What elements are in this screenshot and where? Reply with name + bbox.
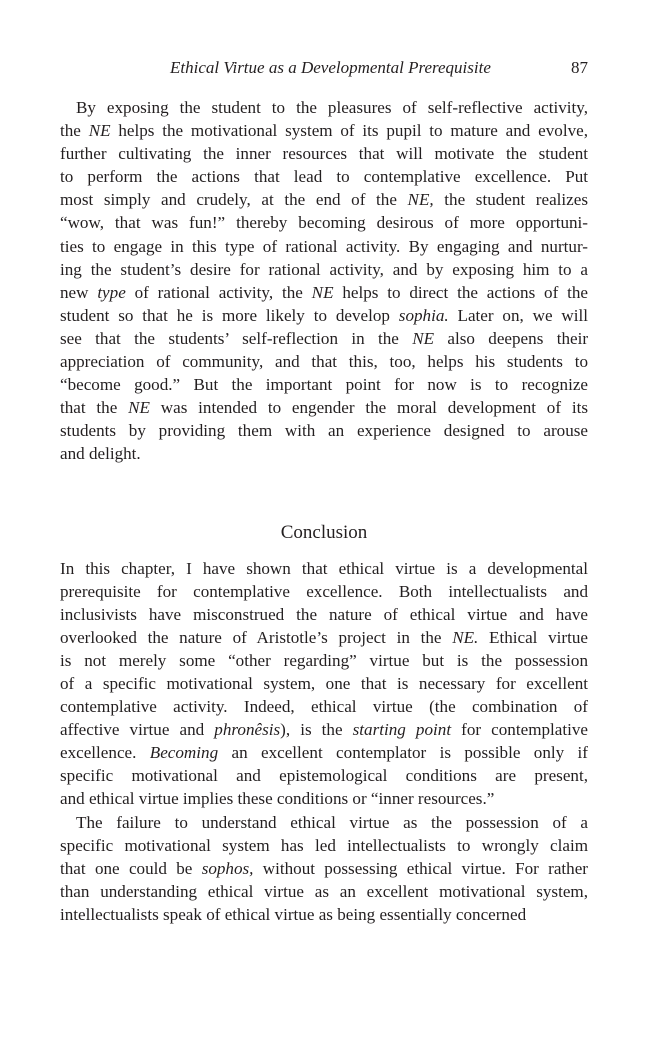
text-run: that the xyxy=(60,398,129,418)
text-line xyxy=(60,350,588,373)
text-run: “wow, that was fun!” thereby becoming desirous of more opportuni- xyxy=(60,213,588,233)
text-run: and ethical virtue implies these conditions or “inner resources.” xyxy=(60,789,495,809)
italic-run: NE. xyxy=(452,627,479,647)
text-run: specific motivational system has led intellectualists to wrongly claim xyxy=(60,835,588,855)
text-run: inclusivists have misconstrued the nature of ethical virtue and have xyxy=(60,604,588,624)
running-head xyxy=(60,58,590,82)
text-run: ), is the xyxy=(280,720,353,740)
text-run: than understanding ethical virtue as an excellent motivational system, xyxy=(60,881,588,901)
text-line xyxy=(60,672,588,695)
text-run: that one could be xyxy=(60,858,202,878)
text-run: contemplative activity. Indeed, ethical virtue (the combination of xyxy=(60,697,588,717)
italic-run: NE xyxy=(412,328,435,348)
text-line xyxy=(60,857,588,880)
text-run: of rational activity, the xyxy=(125,282,312,302)
text-run: also deepens their xyxy=(434,328,589,348)
italic-run: Becoming xyxy=(149,743,219,763)
text-run: excellence. xyxy=(60,743,150,763)
text-run: of a specific motivational system, one that is necessary for excellent xyxy=(60,673,588,693)
text-line xyxy=(60,580,588,603)
text-run: “become good.” But the important point for now is to recognize xyxy=(60,375,588,395)
text-run: Later on, we will xyxy=(448,305,588,325)
text-run: and delight. xyxy=(60,444,141,464)
text-run: was intended to engender the moral development of its xyxy=(149,398,589,418)
text-line xyxy=(60,96,588,119)
running-title: Ethical Virtue as a Developmental Prerequisite xyxy=(170,58,491,77)
text-run: the xyxy=(60,121,89,141)
page-number: 87 xyxy=(571,58,588,77)
paragraph-3 xyxy=(60,811,588,926)
italic-run: phronêsis xyxy=(214,720,281,740)
text-run: overlooked the nature of Aristotle’s project in the xyxy=(60,627,453,647)
text-run: Ethical virtue xyxy=(478,627,588,647)
text-run: ing the student’s desire for rational activity, and by exposing him to a xyxy=(60,259,588,279)
text-run: for contemplative xyxy=(451,720,589,740)
paragraph-1 xyxy=(60,96,588,466)
text-line xyxy=(60,304,588,327)
text-run: students by providing them with an experience designed to arouse xyxy=(60,421,588,441)
text-line xyxy=(60,235,588,258)
text-line xyxy=(60,281,588,304)
text-run: to perform the actions that lead to contemplative excellence. Put xyxy=(60,167,588,187)
text-run: affective virtue and xyxy=(60,720,215,740)
text-line xyxy=(60,442,588,465)
text-line xyxy=(60,373,588,396)
italic-run: NE xyxy=(311,282,334,302)
italic-run: sophia. xyxy=(398,305,449,325)
text-run: most simply and crudely, at the end of the xyxy=(60,190,408,210)
text-line xyxy=(60,718,588,741)
text-line xyxy=(60,834,588,857)
text-run: further cultivating the inner resources that will motivate the student xyxy=(60,144,588,164)
text-run: helps to direct the actions of the xyxy=(333,282,588,302)
text-run: specific motivational and epistemological conditions are present, xyxy=(60,766,588,786)
italic-run: NE xyxy=(88,121,111,141)
text-line xyxy=(60,649,588,672)
text-line xyxy=(60,557,588,580)
text-run: ties to engage in this type of rational activity. By engaging and nurtur- xyxy=(60,236,588,256)
text-line xyxy=(60,603,588,626)
text-line xyxy=(60,327,588,350)
text-line xyxy=(60,188,588,211)
text-line xyxy=(60,258,588,281)
text-run: intellectualists speak of ethical virtue as being essentially concerned xyxy=(60,904,527,924)
italic-run: starting point xyxy=(352,720,452,740)
text-line xyxy=(60,396,588,419)
text-run: prerequisite for contemplative excellence. Both intellectualists and xyxy=(60,581,588,601)
text-line xyxy=(60,119,588,142)
text-line xyxy=(60,903,588,926)
text-run: By exposing the student to the pleasures of self-reflective activity, xyxy=(76,98,588,117)
text-run: see that the students’ self-reflection in the xyxy=(60,328,413,348)
italic-run: NE xyxy=(128,398,150,418)
text-run: new xyxy=(60,282,98,302)
section-heading: Conclusion xyxy=(280,521,368,543)
text-run: appreciation of community, and that this, too, helps his students to xyxy=(60,352,588,372)
text-run: an excellent contemplator is possible only if xyxy=(218,743,588,763)
text-line xyxy=(60,142,588,165)
text-run: The failure to understand ethical virtue as the possession of a xyxy=(76,812,588,832)
italic-run: type xyxy=(97,282,126,302)
text-line xyxy=(60,165,588,188)
text-line xyxy=(60,764,588,787)
text-run: student so that he is more likely to develop xyxy=(60,305,399,325)
text-line xyxy=(60,880,588,903)
text-run: is not merely some “other regarding” virtue but is the possession xyxy=(60,650,588,670)
text-line xyxy=(60,419,588,442)
text-run: In this chapter, I have shown that ethical virtue is a developmental xyxy=(60,558,588,578)
text-run: without possessing ethical virtue. For rather xyxy=(253,858,588,878)
italic-run: sophos, xyxy=(201,858,254,878)
page-body xyxy=(60,96,588,926)
text-line xyxy=(60,626,588,649)
text-line xyxy=(60,787,588,810)
text-run: the student realizes xyxy=(433,190,588,210)
text-line xyxy=(60,811,588,834)
text-line xyxy=(60,695,588,718)
text-line xyxy=(60,211,588,234)
text-line xyxy=(60,741,588,764)
italic-run: NE, xyxy=(407,190,434,210)
paragraph-2 xyxy=(60,557,588,811)
text-run: helps the motivational system of its pupil to mature and evolve, xyxy=(110,121,588,141)
